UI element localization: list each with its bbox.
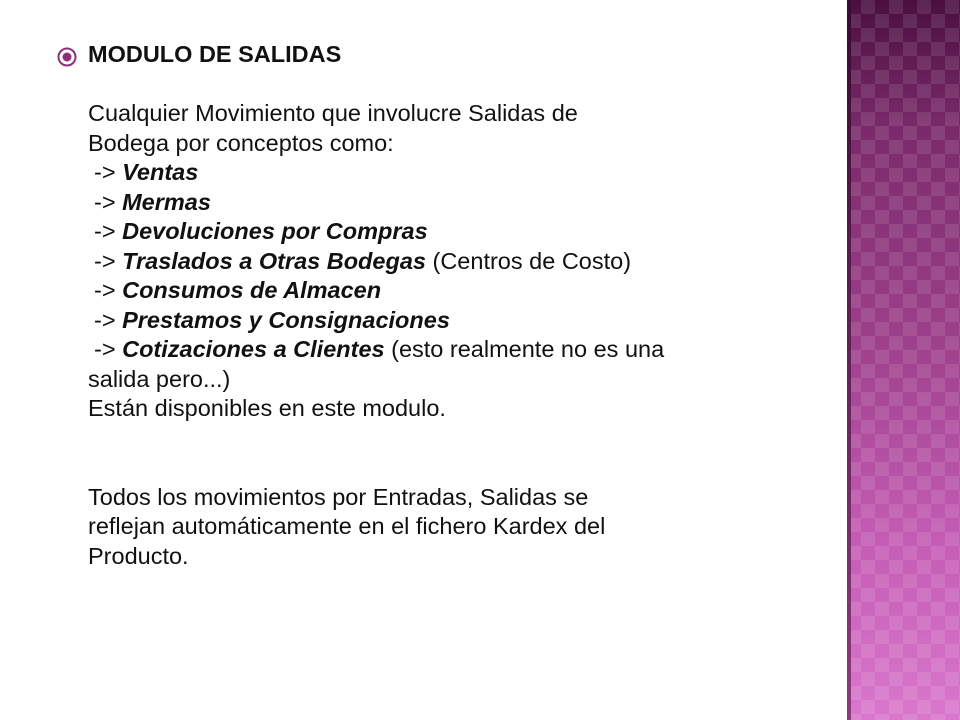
available-line: Están disponibles en este modulo. — [88, 395, 446, 421]
list-item-note: (esto realmente no es una — [384, 336, 665, 362]
arrow-prefix: -> — [94, 159, 123, 185]
list-item — [88, 335, 664, 365]
continuation-line: salida pero...) — [88, 365, 231, 392]
arrow-prefix: -> — [94, 218, 123, 244]
list-item-note: (Centros de Costo) — [425, 247, 632, 274]
side-panel-edge — [847, 0, 851, 720]
list-item-label: Prestamos y Consignaciones — [122, 306, 450, 333]
list-item — [88, 276, 664, 306]
slide-content — [56, 40, 836, 571]
closing-line: Producto. — [88, 542, 189, 569]
arrow-prefix: -> — [94, 247, 123, 274]
list-item — [88, 158, 664, 188]
list-item — [88, 188, 664, 218]
arrow-prefix: -> — [94, 336, 123, 362]
slide-title: MODULO DE SALIDAS — [88, 41, 342, 67]
closing-line: reflejan automáticamente en el fichero Kardex del — [88, 513, 606, 539]
arrow-prefix: -> — [94, 277, 123, 303]
closing-line: Todos los movimientos por Entradas, Salidas se — [88, 483, 589, 510]
bullet-text — [88, 40, 664, 571]
intro-line: Cualquier Movimiento que involucre Salidas de — [88, 100, 578, 126]
list-item-label: Mermas — [122, 188, 211, 215]
spacer — [88, 424, 664, 483]
list-item-label: Devoluciones por Compras — [122, 218, 428, 244]
list-item — [88, 306, 664, 336]
decorative-side-panel — [847, 0, 960, 720]
list-item — [88, 217, 664, 247]
arrow-prefix: -> — [94, 188, 123, 215]
list-item-label: Cotizaciones a Clientes — [122, 336, 385, 362]
arrow-prefix: -> — [94, 306, 123, 333]
circled-dot-bullet-icon — [56, 46, 78, 68]
list-item-label: Traslados a Otras Bodegas — [122, 247, 426, 274]
list-item-label: Ventas — [122, 159, 199, 185]
list-item — [88, 247, 664, 277]
intro-line: Bodega por conceptos como: — [88, 129, 394, 156]
bullet-item — [56, 40, 836, 571]
list-item-label: Consumos de Almacen — [122, 277, 382, 303]
